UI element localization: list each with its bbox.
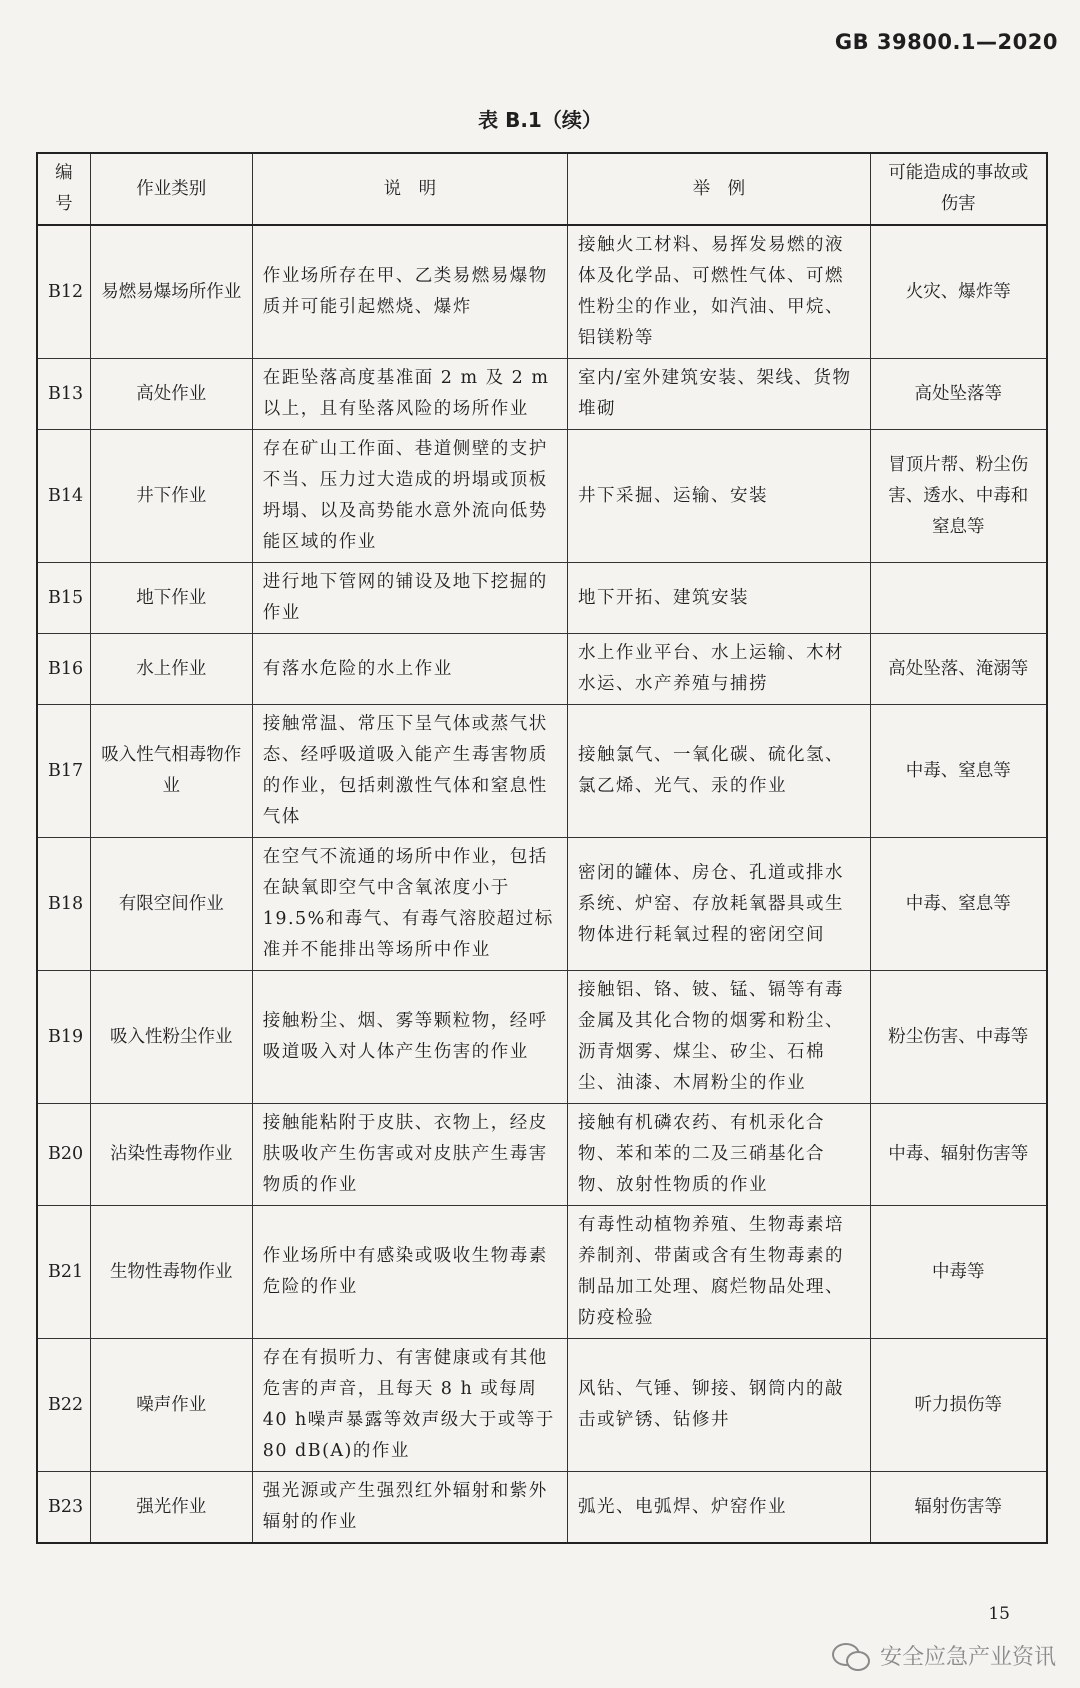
table-row xyxy=(37,225,1047,359)
cell-accident: 冒顶片帮、粉尘伤害、透水、中毒和窒息等 xyxy=(870,430,1047,563)
cell-no: B23 xyxy=(37,1472,90,1544)
cell-accident: 火灾、爆炸等 xyxy=(870,225,1047,359)
cell-no: B18 xyxy=(37,838,90,971)
cell-description: 作业场所存在甲、乙类易燃易爆物质并可能引起燃烧、爆炸 xyxy=(252,225,567,359)
cell-no: B12 xyxy=(37,225,90,359)
table-row xyxy=(37,1206,1047,1339)
table-row xyxy=(37,705,1047,838)
cell-example: 风钻、气锤、铆接、钢筒内的敲击或铲锈、钻修井 xyxy=(568,1339,871,1472)
cell-no: B15 xyxy=(37,563,90,634)
cell-description: 存在矿山工作面、巷道侧壁的支护不当、压力过大造成的坍塌或顶板坍塌、以及高势能水意外流向低势能区域的作业 xyxy=(252,430,567,563)
cell-accident: 中毒等 xyxy=(870,1206,1047,1339)
cell-description: 接触能粘附于皮肤、衣物上，经皮肤吸收产生伤害或对皮肤产生毒害物质的作业 xyxy=(252,1104,567,1206)
cell-example: 水上作业平台、水上运输、木材水运、水产养殖与捕捞 xyxy=(568,634,871,705)
table-row xyxy=(37,1472,1047,1544)
cell-category: 高处作业 xyxy=(90,359,252,430)
cell-category: 有限空间作业 xyxy=(90,838,252,971)
table-row xyxy=(37,634,1047,705)
table-row xyxy=(37,838,1047,971)
cell-accident: 高处坠落等 xyxy=(870,359,1047,430)
cell-category: 强光作业 xyxy=(90,1472,252,1544)
cell-description: 接触常温、常压下呈气体或蒸气状态、经呼吸道吸入能产生毒害物质的作业，包括刺激性气体和窒息性气体 xyxy=(252,705,567,838)
cell-description: 存在有损听力、有害健康或有其他危害的声音，且每天 8 h 或每周 40 h噪声暴露等效声级大于或等于 80 dB(A)的作业 xyxy=(252,1339,567,1472)
cell-category: 易燃易爆场所作业 xyxy=(90,225,252,359)
cell-no: B16 xyxy=(37,634,90,705)
table-row xyxy=(37,359,1047,430)
cell-example: 井下采掘、运输、安装 xyxy=(568,430,871,563)
cell-accident: 中毒、窒息等 xyxy=(870,838,1047,971)
cell-description: 有落水危险的水上作业 xyxy=(252,634,567,705)
hazard-table xyxy=(36,152,1048,1544)
cell-no: B17 xyxy=(37,705,90,838)
cell-category: 吸入性粉尘作业 xyxy=(90,971,252,1104)
cell-example: 密闭的罐体、房仓、孔道或排水系统、炉窑、存放耗氧器具或生物体进行耗氧过程的密闭空间 xyxy=(568,838,871,971)
cell-category: 沾染性毒物作业 xyxy=(90,1104,252,1206)
cell-example: 弧光、电弧焊、炉窑作业 xyxy=(568,1472,871,1544)
table-row xyxy=(37,1339,1047,1472)
header-description: 说 明 xyxy=(252,153,567,225)
cell-category: 地下作业 xyxy=(90,563,252,634)
header-example: 举 例 xyxy=(568,153,871,225)
cell-accident: 听力损伤等 xyxy=(870,1339,1047,1472)
header-no: 编号 xyxy=(37,153,90,225)
standard-number: GB 39800.1—2020 xyxy=(834,30,1058,54)
cell-accident xyxy=(870,563,1047,634)
page-number: 15 xyxy=(988,1604,1010,1624)
cell-example: 接触铝、铬、铍、锰、镉等有毒金属及其化合物的烟雾和粉尘、沥青烟雾、煤尘、矽尘、石棉尘、油漆、木屑粉尘的作业 xyxy=(568,971,871,1104)
table-row xyxy=(37,971,1047,1104)
cell-category: 生物性毒物作业 xyxy=(90,1206,252,1339)
cell-example: 接触氯气、一氧化碳、硫化氢、氯乙烯、光气、汞的作业 xyxy=(568,705,871,838)
cell-accident: 辐射伤害等 xyxy=(870,1472,1047,1544)
cell-description: 强光源或产生强烈红外辐射和紫外辐射的作业 xyxy=(252,1472,567,1544)
table-row xyxy=(37,563,1047,634)
cell-no: B19 xyxy=(37,971,90,1104)
cell-no: B21 xyxy=(37,1206,90,1339)
table-row xyxy=(37,430,1047,563)
table-header-row xyxy=(37,153,1047,225)
cell-example: 接触有机磷农药、有机汞化合物、苯和苯的二及三硝基化合物、放射性物质的作业 xyxy=(568,1104,871,1206)
cell-no: B13 xyxy=(37,359,90,430)
cell-no: B20 xyxy=(37,1104,90,1206)
cell-description: 在空气不流通的场所中作业，包括在缺氧即空气中含氧浓度小于 19.5%和毒气、有毒气溶胶超过标准并不能排出等场所中作业 xyxy=(252,838,567,971)
cell-example: 接触火工材料、易挥发易燃的液体及化学品、可燃性气体、可燃性粉尘的作业，如汽油、甲烷、铝镁粉等 xyxy=(568,225,871,359)
cell-accident: 高处坠落、淹溺等 xyxy=(870,634,1047,705)
cell-description: 在距坠落高度基准面 2 m 及 2 m 以上，且有坠落风险的场所作业 xyxy=(252,359,567,430)
cell-category: 噪声作业 xyxy=(90,1339,252,1472)
cell-no: B22 xyxy=(37,1339,90,1472)
watermark xyxy=(832,1640,1056,1671)
header-accident: 可能造成的事故或伤害 xyxy=(870,153,1047,225)
cell-example: 地下开拓、建筑安装 xyxy=(568,563,871,634)
header-category: 作业类别 xyxy=(90,153,252,225)
cell-accident: 中毒、窒息等 xyxy=(870,705,1047,838)
cell-accident: 粉尘伤害、中毒等 xyxy=(870,971,1047,1104)
cell-accident: 中毒、辐射伤害等 xyxy=(870,1104,1047,1206)
table-row xyxy=(37,1104,1047,1206)
table-title: 表 B.1（续） xyxy=(478,108,602,132)
cell-category: 吸入性气相毒物作业 xyxy=(90,705,252,838)
cell-example: 室内/室外建筑安装、架线、货物堆砌 xyxy=(568,359,871,430)
cell-no: B14 xyxy=(37,430,90,563)
cell-description: 进行地下管网的铺设及地下挖掘的作业 xyxy=(252,563,567,634)
cell-category: 井下作业 xyxy=(90,430,252,563)
wechat-icon xyxy=(832,1641,872,1671)
watermark-text: 安全应急产业资讯 xyxy=(879,1645,1056,1670)
cell-example: 有毒性动植物养殖、生物毒素培养制剂、带菌或含有生物毒素的制品加工处理、腐烂物品处理、防疫检验 xyxy=(568,1206,871,1339)
cell-category: 水上作业 xyxy=(90,634,252,705)
cell-description: 接触粉尘、烟、雾等颗粒物，经呼吸道吸入对人体产生伤害的作业 xyxy=(252,971,567,1104)
cell-description: 作业场所中有感染或吸收生物毒素危险的作业 xyxy=(252,1206,567,1339)
